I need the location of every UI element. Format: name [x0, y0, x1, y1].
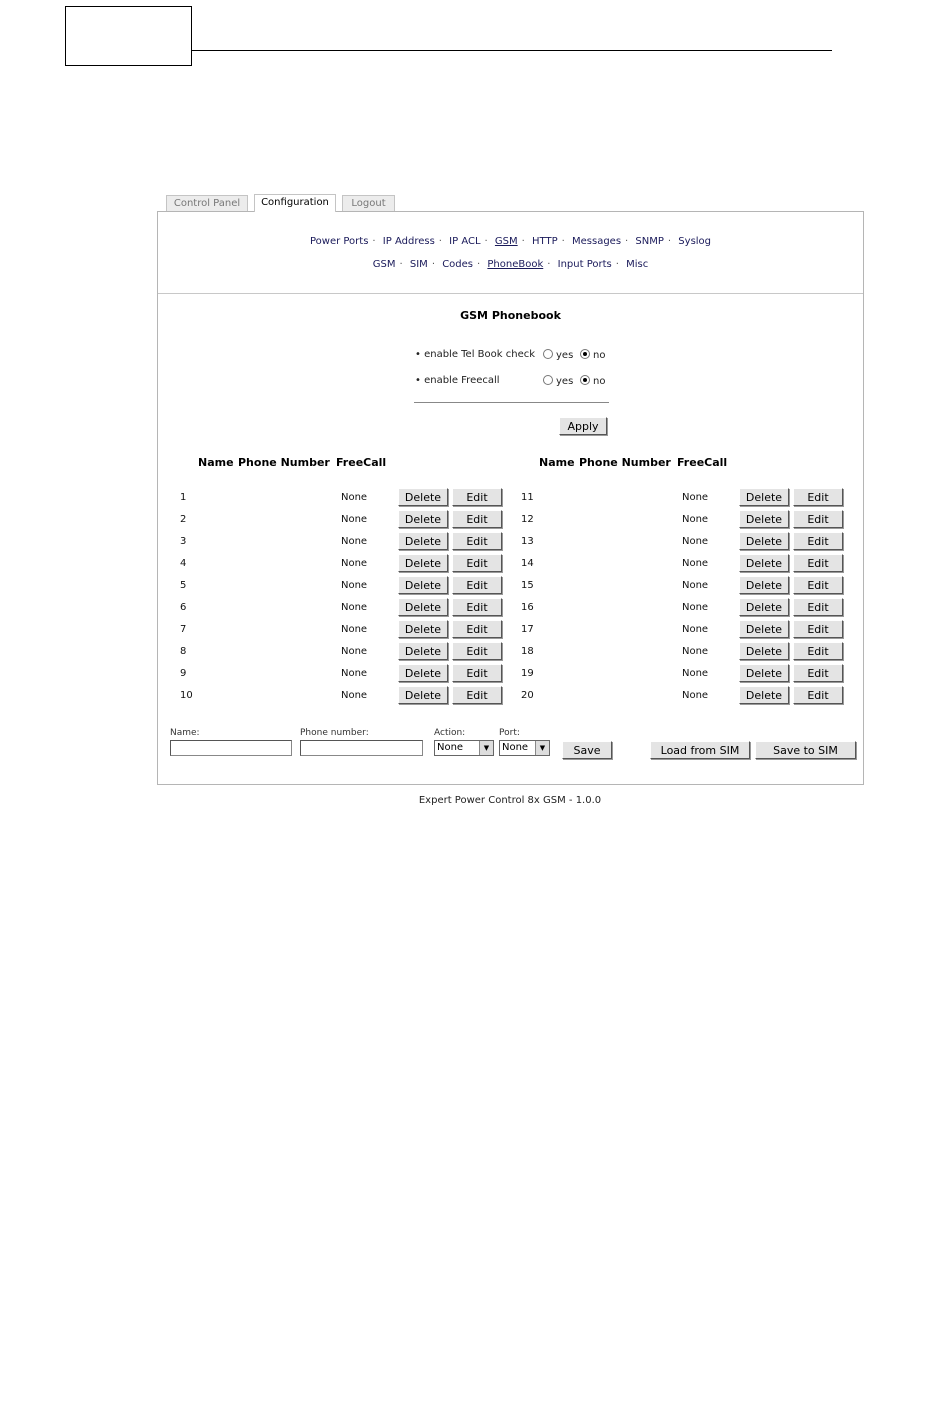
delete-button[interactable]: Delete — [398, 620, 448, 638]
nav-link-power-ports[interactable]: Power Ports — [309, 236, 369, 247]
subnav-link-sim[interactable]: SIM — [409, 259, 428, 270]
edit-button[interactable]: Edit — [793, 642, 843, 660]
action-select-value: None — [437, 742, 464, 753]
telbook-no-label: no — [593, 350, 606, 361]
edit-button[interactable]: Edit — [793, 554, 843, 572]
freecall-yes-radio[interactable] — [543, 375, 553, 385]
nav-row-sub: GSM · SIM · Codes · PhoneBook · Input Ports · Misc — [372, 259, 649, 270]
delete-button[interactable]: Delete — [739, 598, 789, 616]
header-name-left: Name — [198, 456, 234, 469]
entry-number: 1 — [180, 492, 187, 503]
edit-button[interactable]: Edit — [793, 620, 843, 638]
delete-button[interactable]: Delete — [398, 488, 448, 506]
document-header-rule — [191, 50, 832, 51]
save-button[interactable]: Save — [562, 741, 612, 759]
entry-number: 2 — [180, 514, 187, 525]
edit-button[interactable]: Edit — [793, 576, 843, 594]
freecall-no-label: no — [593, 376, 606, 387]
freecall-value: None — [682, 580, 709, 591]
freecall-value: None — [341, 536, 368, 547]
telbook-yes-radio[interactable] — [543, 349, 553, 359]
delete-button[interactable]: Delete — [739, 554, 789, 572]
freecall-value: None — [682, 668, 709, 679]
freecall-value: None — [682, 690, 709, 701]
header-phone-right: Phone Number — [579, 456, 671, 469]
freecall-value: None — [341, 646, 368, 657]
edit-button[interactable]: Edit — [452, 554, 502, 572]
name-field-label: Name: — [170, 728, 200, 738]
entry-number: 10 — [180, 690, 193, 701]
footer-version: Expert Power Control 8x GSM - 1.0.0 — [418, 795, 602, 806]
freecall-no-radio[interactable] — [580, 375, 590, 385]
entry-number: 3 — [180, 536, 187, 547]
edit-button[interactable]: Edit — [793, 488, 843, 506]
nav-link-http[interactable]: HTTP — [532, 236, 558, 247]
action-field-label: Action: — [434, 728, 466, 738]
edit-button[interactable]: Edit — [452, 532, 502, 550]
delete-button[interactable]: Delete — [739, 576, 789, 594]
edit-button[interactable]: Edit — [452, 664, 502, 682]
edit-button[interactable]: Edit — [793, 510, 843, 528]
telbook-check-label: • enable Tel Book check — [415, 349, 536, 360]
nav-link-messages[interactable]: Messages — [572, 236, 622, 247]
freecall-value: None — [341, 690, 368, 701]
entry-number: 5 — [180, 580, 187, 591]
nav-link-snmp[interactable]: SNMP — [635, 236, 664, 247]
edit-button[interactable]: Edit — [793, 686, 843, 704]
delete-button[interactable]: Delete — [398, 554, 448, 572]
header-freecall-left: FreeCall — [336, 456, 387, 469]
header-phone-left: Phone Number — [238, 456, 330, 469]
edit-button[interactable]: Edit — [452, 686, 502, 704]
entry-number: 9 — [180, 668, 187, 679]
save-to-sim-button[interactable]: Save to SIM — [755, 741, 856, 759]
port-field-label: Port: — [499, 728, 520, 738]
entry-number: 13 — [521, 536, 534, 547]
freecall-value: None — [682, 492, 709, 503]
tab-configuration[interactable]: Configuration — [254, 194, 336, 212]
edit-button[interactable]: Edit — [793, 664, 843, 682]
freecall-value: None — [682, 514, 709, 525]
delete-button[interactable]: Delete — [398, 576, 448, 594]
subnav-link-phonebook[interactable]: PhoneBook — [487, 259, 544, 270]
page-title: GSM Phonebook — [460, 309, 561, 322]
freecall-value: None — [341, 668, 368, 679]
delete-button[interactable]: Delete — [739, 532, 789, 550]
subnav-link-input-ports[interactable]: Input Ports — [557, 259, 612, 270]
edit-button[interactable]: Edit — [452, 576, 502, 594]
freecall-value: None — [682, 536, 709, 547]
subnav-link-codes[interactable]: Codes — [442, 259, 473, 270]
header-name-right: Name — [539, 456, 575, 469]
port-select[interactable] — [499, 740, 550, 756]
nav-link-ip-address[interactable]: IP Address — [382, 236, 435, 247]
delete-button[interactable]: Delete — [739, 664, 789, 682]
header-freecall-right: FreeCall — [677, 456, 728, 469]
edit-button[interactable]: Edit — [452, 488, 502, 506]
chevron-down-icon: ▼ — [535, 741, 549, 755]
freecall-value: None — [682, 646, 709, 657]
freecall-value: None — [341, 514, 368, 525]
freecall-value: None — [341, 492, 368, 503]
entry-number: 20 — [521, 690, 534, 701]
freecall-label: • enable Freecall — [415, 375, 500, 386]
tab-logout[interactable]: Logout — [342, 195, 395, 211]
freecall-value: None — [341, 558, 368, 569]
freecall-value: None — [341, 580, 368, 591]
options-divider — [414, 402, 609, 403]
nav-link-ip-acl[interactable]: IP ACL — [449, 236, 481, 247]
delete-button[interactable]: Delete — [398, 532, 448, 550]
nav-row-main: Power Ports · IP Address · IP ACL · GSM · HTTP · Messages · SNMP · Syslog — [309, 236, 712, 247]
entry-number: 16 — [521, 602, 534, 613]
entry-number: 6 — [180, 602, 187, 613]
nav-divider — [158, 293, 863, 294]
entry-number: 7 — [180, 624, 187, 635]
telbook-no-radio[interactable] — [580, 349, 590, 359]
telbook-yes-label: yes — [556, 350, 574, 361]
entry-number: 15 — [521, 580, 534, 591]
subnav-link-gsm[interactable]: GSM — [372, 259, 396, 270]
phone-field-label: Phone number: — [300, 728, 369, 738]
entry-number: 4 — [180, 558, 187, 569]
chevron-down-icon: ▼ — [479, 741, 493, 755]
delete-button[interactable]: Delete — [398, 664, 448, 682]
tab-control-panel[interactable]: Control Panel — [166, 195, 248, 211]
edit-button[interactable]: Edit — [452, 620, 502, 638]
action-select[interactable] — [434, 740, 494, 756]
edit-button[interactable]: Edit — [452, 598, 502, 616]
load-from-sim-button[interactable]: Load from SIM — [650, 741, 750, 759]
freecall-value: None — [341, 602, 368, 613]
configuration-panel — [157, 211, 864, 785]
port-select-value: None — [502, 742, 529, 753]
delete-button[interactable]: Delete — [739, 510, 789, 528]
delete-button[interactable]: Delete — [739, 620, 789, 638]
edit-button[interactable]: Edit — [793, 598, 843, 616]
delete-button[interactable]: Delete — [398, 642, 448, 660]
freecall-value: None — [682, 602, 709, 613]
delete-button[interactable]: Delete — [398, 598, 448, 616]
entry-number: 8 — [180, 646, 187, 657]
name-input[interactable] — [170, 740, 292, 756]
entry-number: 19 — [521, 668, 534, 679]
entry-number: 11 — [521, 492, 534, 503]
delete-button[interactable]: Delete — [739, 686, 789, 704]
phone-number-input[interactable] — [300, 740, 423, 756]
apply-button[interactable]: Apply — [559, 417, 607, 435]
edit-button[interactable]: Edit — [793, 532, 843, 550]
edit-button[interactable]: Edit — [452, 510, 502, 528]
delete-button[interactable]: Delete — [739, 488, 789, 506]
entry-number: 18 — [521, 646, 534, 657]
entry-number: 12 — [521, 514, 534, 525]
freecall-value: None — [682, 624, 709, 635]
delete-button[interactable]: Delete — [398, 686, 448, 704]
freecall-yes-label: yes — [556, 376, 574, 387]
document-header-box — [65, 6, 192, 66]
edit-button[interactable]: Edit — [452, 642, 502, 660]
freecall-value: None — [341, 624, 368, 635]
freecall-value: None — [682, 558, 709, 569]
subnav-link-misc[interactable]: Misc — [626, 259, 649, 270]
nav-link-gsm[interactable]: GSM — [494, 236, 518, 247]
delete-button[interactable]: Delete — [398, 510, 448, 528]
entry-number: 17 — [521, 624, 534, 635]
delete-button[interactable]: Delete — [739, 642, 789, 660]
entry-number: 14 — [521, 558, 534, 569]
nav-link-syslog[interactable]: Syslog — [678, 236, 712, 247]
